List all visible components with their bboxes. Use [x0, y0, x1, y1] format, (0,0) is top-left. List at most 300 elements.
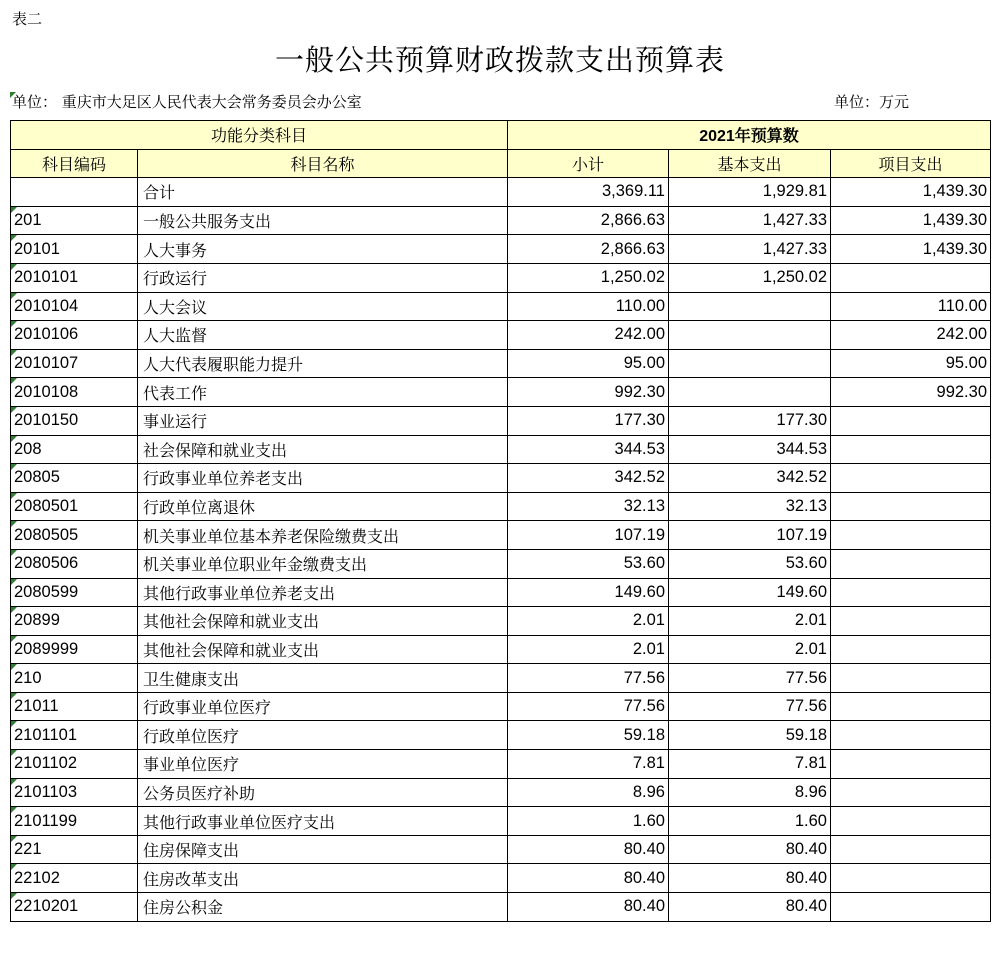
- row-project: [831, 778, 991, 807]
- row-code-text: 2101102: [14, 754, 78, 773]
- row-name: [138, 549, 508, 578]
- row-project: [831, 635, 991, 664]
- row-name: [138, 864, 508, 893]
- row-basic-text: 80.40: [785, 897, 827, 916]
- row-project: [831, 406, 991, 435]
- row-name-text: 一般公共服务支出: [143, 212, 272, 232]
- row-code-text: 208: [14, 439, 42, 458]
- row-name-text: 行政事业单位养老支出: [143, 469, 304, 489]
- row-code-text: 20101: [14, 239, 60, 258]
- row-code-text: 2101101: [14, 725, 78, 744]
- row-project: [831, 521, 991, 550]
- row-name-text: 住房公积金: [143, 898, 224, 918]
- row-name-text: 其他行政事业单位养老支出: [143, 583, 336, 603]
- row-name: [138, 664, 508, 693]
- cell-marker-icon: [11, 321, 17, 327]
- row-basic-text: 1,427.33: [762, 239, 827, 258]
- row-name: [138, 893, 508, 922]
- row-basic: [669, 521, 831, 550]
- row-subtotal: [508, 235, 669, 264]
- row-basic: [669, 406, 831, 435]
- table-row: [11, 721, 991, 750]
- row-name: [138, 578, 508, 607]
- row-basic-text: 77.56: [785, 668, 827, 687]
- row-name: [138, 292, 508, 321]
- row-basic: [669, 378, 831, 407]
- row-subtotal-text: 177.30: [614, 411, 665, 430]
- row-name: [138, 235, 508, 264]
- row-subtotal-text: 80.40: [623, 840, 665, 859]
- row-project: [831, 721, 991, 750]
- row-basic-text: 1,250.02: [762, 268, 827, 287]
- row-subtotal-text: 344.53: [614, 439, 665, 458]
- row-code: [11, 721, 138, 750]
- row-subtotal-text: 80.40: [623, 868, 665, 887]
- row-name-text: 机关事业单位职业年金缴费支出: [143, 555, 368, 575]
- table-row: [11, 321, 991, 350]
- cell-marker-icon: [11, 864, 17, 870]
- row-name: [138, 349, 508, 378]
- row-subtotal-text: 2.01: [632, 639, 665, 658]
- row-basic: [669, 893, 831, 922]
- row-code: [11, 549, 138, 578]
- page-title: 一般公共预算财政拨款支出预算表: [274, 43, 725, 77]
- cell-marker-icon: [11, 293, 17, 299]
- header-project: 项目支出: [831, 149, 991, 178]
- row-basic: [669, 578, 831, 607]
- row-code-text: 20805: [14, 468, 60, 487]
- row-project-text: 110.00: [937, 296, 987, 315]
- cell-marker-icon: [11, 779, 17, 785]
- row-name-text: 住房保障支出: [143, 841, 240, 861]
- row-name-text: 其他行政事业单位医疗支出: [143, 812, 336, 832]
- table-row: [11, 206, 991, 235]
- cell-marker-icon: [11, 636, 17, 642]
- row-name: [138, 778, 508, 807]
- cell-marker-icon: [11, 550, 17, 556]
- row-subtotal: [508, 435, 669, 464]
- row-code: [11, 349, 138, 378]
- row-name-text: 其他社会保障和就业支出: [143, 640, 320, 660]
- row-project-text: 1,439.30: [922, 239, 987, 258]
- row-code-text: 2101103: [14, 782, 78, 801]
- row-project-text: 242.00: [936, 325, 987, 344]
- row-name: [138, 435, 508, 464]
- row-code: [11, 835, 138, 864]
- row-subtotal: [508, 521, 669, 550]
- header-basic: 基本支出: [669, 149, 831, 178]
- row-project: [831, 893, 991, 922]
- row-code-text: 21011: [14, 697, 59, 716]
- table-row: [11, 578, 991, 607]
- row-name-text: 行政运行: [143, 269, 208, 289]
- row-code: [11, 635, 138, 664]
- row-subtotal-text: 2,866.63: [600, 239, 665, 258]
- table-row: [11, 492, 991, 521]
- row-name-text: 行政事业单位医疗: [143, 698, 272, 718]
- row-project: [831, 435, 991, 464]
- table-row: [11, 778, 991, 807]
- row-subtotal: [508, 635, 669, 664]
- row-basic-text: 32.13: [785, 497, 827, 516]
- cell-marker-icon: [11, 407, 17, 413]
- row-basic: [669, 664, 831, 693]
- row-subtotal-text: 342.52: [614, 468, 665, 487]
- row-name-text: 人大事务: [143, 240, 208, 260]
- table-row: [11, 464, 991, 493]
- row-basic: [669, 607, 831, 636]
- row-code: [11, 263, 138, 292]
- row-code: [11, 406, 138, 435]
- table-row: [11, 864, 991, 893]
- row-code-text: 2010108: [14, 382, 79, 401]
- row-name-text: 行政单位医疗: [143, 726, 240, 746]
- table-row: [11, 521, 991, 550]
- row-subtotal: [508, 893, 669, 922]
- row-subtotal-text: 3,369.11: [601, 182, 665, 201]
- row-code-text: 201: [14, 211, 42, 230]
- row-subtotal: [508, 778, 669, 807]
- row-basic-text: 80.40: [785, 840, 827, 859]
- row-name-text: 代表工作: [143, 383, 208, 403]
- cell-marker-icon: [11, 607, 17, 613]
- cell-marker-icon: [11, 436, 17, 442]
- table-row: [11, 664, 991, 693]
- row-name-text: 人大代表履职能力提升: [143, 355, 304, 375]
- row-basic-text: 1,427.33: [762, 211, 827, 230]
- row-code-text: 2080599: [14, 582, 79, 601]
- row-name: [138, 635, 508, 664]
- table-row: [11, 292, 991, 321]
- row-subtotal: [508, 807, 669, 836]
- table-row: [11, 635, 991, 664]
- cell-marker-icon: [11, 464, 17, 470]
- row-code: [11, 864, 138, 893]
- cell-marker-icon: [11, 693, 17, 699]
- row-code-text: 221: [14, 840, 42, 859]
- table-row: [11, 263, 991, 292]
- row-code-text: 2080506: [14, 554, 79, 573]
- row-basic: [669, 263, 831, 292]
- row-project: [831, 750, 991, 779]
- row-basic-text: 7.81: [794, 754, 827, 773]
- row-code: [11, 206, 138, 235]
- row-project: [831, 263, 991, 292]
- row-basic: [669, 721, 831, 750]
- row-project: [831, 864, 991, 893]
- row-subtotal-text: 32.13: [623, 497, 665, 516]
- row-subtotal-text: 149.60: [614, 582, 665, 601]
- row-subtotal: [508, 664, 669, 693]
- row-name-text: 公务员医疗补助: [143, 783, 256, 803]
- header-function-group: 功能分类科目: [11, 121, 508, 150]
- row-subtotal: [508, 492, 669, 521]
- row-project: [831, 692, 991, 721]
- row-basic-text: 77.56: [785, 697, 827, 716]
- row-subtotal-text: 110.00: [615, 296, 665, 315]
- row-subtotal: [508, 578, 669, 607]
- row-project: [831, 349, 991, 378]
- row-code-text: 2010104: [14, 296, 79, 315]
- row-name-text: 住房改革支出: [143, 869, 240, 889]
- cell-marker-icon: [11, 836, 17, 842]
- row-code: [11, 321, 138, 350]
- row-basic: [669, 349, 831, 378]
- row-subtotal: [508, 263, 669, 292]
- row-subtotal-text: 59.18: [623, 725, 665, 744]
- row-basic-text: 59.18: [785, 725, 827, 744]
- row-basic: [669, 235, 831, 264]
- row-subtotal: [508, 321, 669, 350]
- row-name-text: 其他社会保障和就业支出: [143, 612, 320, 632]
- row-name: [138, 750, 508, 779]
- row-subtotal-text: 2,866.63: [600, 211, 665, 230]
- row-name: [138, 521, 508, 550]
- unit-organization: 单位： 重庆市大足区人民代表大会常务委员会办公室: [12, 93, 362, 111]
- row-code: [11, 692, 138, 721]
- row-name-text: 人大监督: [143, 326, 208, 346]
- row-basic-text: 1,929.81: [762, 182, 827, 201]
- row-code-text: 22102: [14, 868, 60, 887]
- row-code: [11, 664, 138, 693]
- row-subtotal: [508, 721, 669, 750]
- row-subtotal-text: 53.60: [623, 554, 665, 573]
- row-subtotal-text: 80.40: [623, 897, 665, 916]
- row-basic-text: 2.01: [794, 611, 827, 630]
- row-project: [831, 178, 991, 207]
- row-subtotal: [508, 864, 669, 893]
- row-name-text: 事业单位医疗: [143, 755, 240, 775]
- row-basic-text: 342.52: [776, 468, 827, 487]
- row-code-text: 2010101: [14, 268, 79, 287]
- row-name: [138, 721, 508, 750]
- row-name: [138, 692, 508, 721]
- row-basic-text: 8.96: [794, 782, 827, 801]
- row-subtotal-text: 1,250.02: [600, 268, 665, 287]
- row-basic-text: 1.60: [794, 811, 827, 830]
- cell-marker-icon: [11, 893, 17, 899]
- row-name: [138, 492, 508, 521]
- row-code: [11, 893, 138, 922]
- row-basic-text: 2.01: [794, 639, 827, 658]
- table-row: [11, 235, 991, 264]
- row-subtotal: [508, 378, 669, 407]
- cell-marker-icon: [11, 493, 17, 499]
- row-subtotal-text: 8.96: [632, 782, 665, 801]
- row-subtotal-text: 95.00: [623, 354, 665, 373]
- row-code-text: 2010106: [14, 325, 79, 344]
- header-code: 科目编码: [11, 149, 138, 178]
- row-subtotal-text: 77.56: [623, 668, 665, 687]
- row-code: [11, 521, 138, 550]
- row-name: [138, 206, 508, 235]
- table-row: [11, 378, 991, 407]
- cell-marker-icon: [11, 521, 17, 527]
- row-project: [831, 578, 991, 607]
- row-name-text: 合计: [143, 183, 176, 203]
- table-row: [11, 607, 991, 636]
- row-subtotal: [508, 406, 669, 435]
- row-code: [11, 464, 138, 493]
- row-subtotal: [508, 206, 669, 235]
- row-basic: [669, 292, 831, 321]
- row-name: [138, 607, 508, 636]
- row-subtotal-text: 77.56: [623, 697, 665, 716]
- row-basic: [669, 835, 831, 864]
- header-budget-group: 2021年预算数: [508, 121, 991, 150]
- row-name: [138, 178, 508, 207]
- row-subtotal: [508, 292, 669, 321]
- row-basic: [669, 206, 831, 235]
- row-project: [831, 464, 991, 493]
- row-subtotal-text: 7.81: [632, 754, 665, 773]
- row-basic: [669, 464, 831, 493]
- row-code-text: 210: [14, 668, 42, 687]
- row-project: [831, 835, 991, 864]
- row-subtotal-text: 992.30: [614, 382, 665, 401]
- row-code: [11, 178, 138, 207]
- row-project: [831, 235, 991, 264]
- row-code-text: 2010107: [14, 354, 79, 373]
- row-name: [138, 378, 508, 407]
- table-body: [11, 178, 991, 921]
- row-subtotal-text: 107.19: [614, 525, 665, 544]
- row-subtotal: [508, 692, 669, 721]
- row-code: [11, 778, 138, 807]
- row-project: [831, 292, 991, 321]
- row-code: [11, 807, 138, 836]
- row-subtotal: [508, 464, 669, 493]
- row-basic: [669, 549, 831, 578]
- table-row: [11, 692, 991, 721]
- table-row: [11, 750, 991, 779]
- row-basic: [669, 492, 831, 521]
- header-name: 科目名称: [138, 149, 508, 178]
- row-code: [11, 492, 138, 521]
- row-code-text: 2089999: [14, 639, 79, 658]
- row-name-text: 机关事业单位基本养老保险缴费支出: [143, 526, 400, 546]
- row-basic-text: 344.53: [776, 439, 827, 458]
- cell-marker-icon: [11, 579, 17, 585]
- row-name: [138, 835, 508, 864]
- row-subtotal-text: 242.00: [614, 325, 665, 344]
- row-project: [831, 378, 991, 407]
- row-project-text: 1,439.30: [922, 211, 987, 230]
- row-code-text: 20899: [14, 611, 60, 630]
- row-project: [831, 664, 991, 693]
- table-row: [11, 549, 991, 578]
- row-basic: [669, 435, 831, 464]
- row-basic: [669, 692, 831, 721]
- row-basic-text: 80.40: [785, 868, 827, 887]
- table-number-label: 表二: [12, 10, 43, 28]
- row-basic: [669, 750, 831, 779]
- row-code: [11, 378, 138, 407]
- row-basic: [669, 321, 831, 350]
- row-project-text: 992.30: [936, 382, 987, 401]
- row-basic: [669, 178, 831, 207]
- row-code: [11, 235, 138, 264]
- row-code: [11, 578, 138, 607]
- row-basic: [669, 635, 831, 664]
- cell-marker-icon: [11, 664, 17, 670]
- row-project: [831, 549, 991, 578]
- row-code-text: 2210201: [14, 897, 79, 916]
- row-subtotal: [508, 349, 669, 378]
- row-project: [831, 206, 991, 235]
- row-code-text: 2010150: [14, 411, 79, 430]
- row-basic: [669, 807, 831, 836]
- cell-marker-icon: [11, 350, 17, 356]
- header-subtotal: 小计: [508, 149, 669, 178]
- row-name-text: 人大会议: [143, 297, 208, 317]
- row-project-text: 1,439.30: [922, 182, 987, 201]
- row-name-text: 卫生健康支出: [143, 669, 240, 689]
- row-code: [11, 435, 138, 464]
- table-row: [11, 807, 991, 836]
- row-subtotal: [508, 178, 669, 207]
- cell-marker-icon: [11, 378, 17, 384]
- row-subtotal: [508, 750, 669, 779]
- row-subtotal-text: 1.60: [632, 811, 665, 830]
- row-name: [138, 263, 508, 292]
- row-project: [831, 807, 991, 836]
- row-basic-text: 177.30: [776, 411, 827, 430]
- row-code: [11, 292, 138, 321]
- unit-currency: 单位：万元: [834, 93, 910, 111]
- row-name-text: 社会保障和就业支出: [143, 440, 288, 460]
- budget-table: [10, 120, 991, 922]
- cell-marker-icon: [11, 264, 17, 270]
- row-basic-text: 149.60: [776, 582, 827, 601]
- row-name: [138, 807, 508, 836]
- table-row: [11, 349, 991, 378]
- cell-marker-icon: [11, 750, 17, 756]
- row-subtotal: [508, 607, 669, 636]
- cell-marker-icon: [11, 807, 17, 813]
- table-row: [11, 835, 991, 864]
- row-code: [11, 607, 138, 636]
- row-code-text: 2101199: [14, 811, 78, 830]
- row-name-text: 行政单位离退休: [143, 498, 256, 518]
- table-row: [11, 435, 991, 464]
- row-project: [831, 492, 991, 521]
- row-subtotal-text: 2.01: [632, 611, 665, 630]
- row-project-text: 95.00: [945, 354, 987, 373]
- row-project: [831, 321, 991, 350]
- cell-marker-icon: [11, 235, 17, 241]
- cell-marker-icon: [11, 721, 17, 727]
- row-name: [138, 406, 508, 435]
- row-code: [11, 750, 138, 779]
- cell-marker-icon: [11, 207, 17, 213]
- row-project: [831, 607, 991, 636]
- table-row: [11, 178, 991, 207]
- row-code-text: 2080501: [14, 497, 79, 516]
- row-name: [138, 464, 508, 493]
- table-row: [11, 893, 991, 922]
- row-basic-text: 107.19: [776, 525, 827, 544]
- row-name-text: 事业运行: [143, 412, 208, 432]
- row-subtotal: [508, 835, 669, 864]
- row-basic: [669, 778, 831, 807]
- row-subtotal: [508, 549, 669, 578]
- row-code-text: 2080505: [14, 525, 79, 544]
- row-basic-text: 53.60: [785, 554, 827, 573]
- row-basic: [669, 864, 831, 893]
- table-row: [11, 406, 991, 435]
- row-name: [138, 321, 508, 350]
